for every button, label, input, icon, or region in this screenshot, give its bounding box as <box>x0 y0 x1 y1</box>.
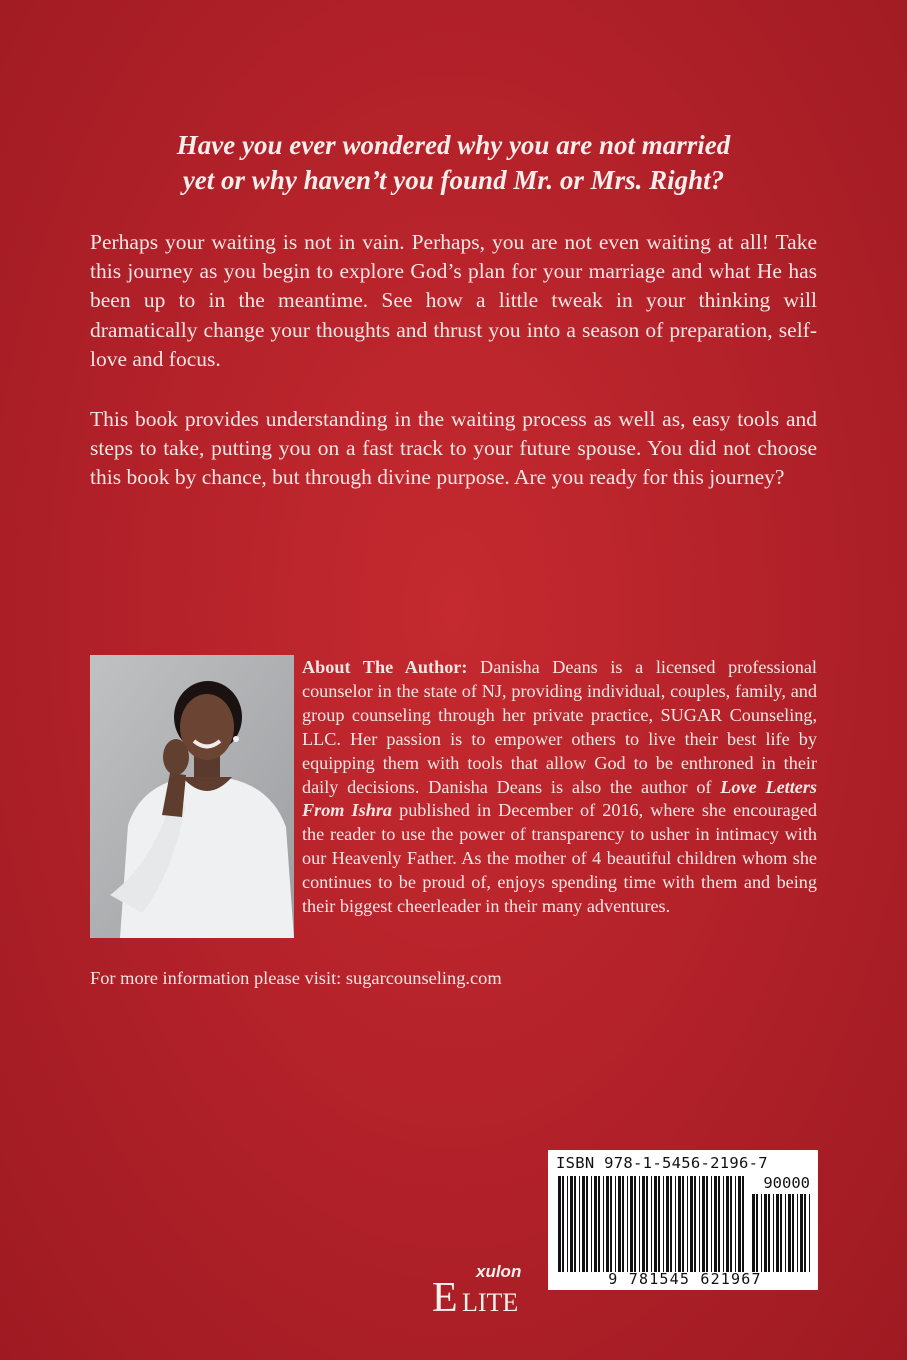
barcode-bar <box>666 1176 669 1272</box>
barcode-bar <box>658 1176 660 1272</box>
barcode-bar <box>773 1194 774 1272</box>
barcode-bar <box>756 1194 758 1272</box>
isbn-digits: 9 781545 621967 <box>608 1270 762 1288</box>
barcode-bar <box>726 1176 729 1272</box>
barcode-bar <box>682 1176 684 1272</box>
barcode-bar <box>630 1176 633 1272</box>
author-bio-lead: About The Author: <box>302 657 468 677</box>
author-book-title: Love Letters From Ishra <box>302 776 817 821</box>
barcode-bar <box>634 1176 636 1272</box>
barcode-bar <box>800 1194 803 1272</box>
barcode-bar <box>718 1176 720 1272</box>
author-bio-part-1: Danisha Deans is a licensed professional counselor in the state of NJ, providing individual, couples, family, and group counseling through her private practice, SUGAR Counseling, LLC. Her passion is to empower others to live their best life by equipping them with tools that allow God to be enthroned in their daily decisions. Danisha Deans is also the author of <box>302 657 817 797</box>
barcode-bar <box>622 1176 624 1272</box>
barcode-bar <box>785 1194 786 1272</box>
barcode-bar <box>558 1176 561 1272</box>
barcode-bar <box>742 1176 744 1272</box>
barcode-bar <box>690 1176 693 1272</box>
price-code: 90000 <box>763 1174 810 1192</box>
barcode-bar <box>675 1176 676 1272</box>
barcode-bar <box>764 1194 767 1272</box>
barcode-bars <box>548 1150 818 1290</box>
barcode-bar <box>582 1176 585 1272</box>
barcode-bar <box>627 1176 628 1272</box>
barcode-bar <box>809 1194 810 1272</box>
barcode-bar <box>670 1176 672 1272</box>
barcode-bar <box>723 1176 724 1272</box>
barcode-bar <box>610 1176 612 1272</box>
barcode-bar <box>651 1176 652 1272</box>
barcode-bar <box>603 1176 604 1272</box>
barcode-bar <box>663 1176 664 1272</box>
author-portrait-illustration <box>90 655 294 938</box>
barcode-bar <box>735 1176 736 1272</box>
barcode-bar <box>780 1194 782 1272</box>
barcode-bar <box>730 1176 732 1272</box>
barcode-bar <box>639 1176 640 1272</box>
barcode-bar <box>699 1176 700 1272</box>
barcode-bar <box>797 1194 798 1272</box>
barcode-bar <box>714 1176 717 1272</box>
description-paragraph-1: Perhaps your waiting is not in vain. Perhaps, you are not even waiting at all! Take this journey as you begin to explore God’s plan for your marriage and what He has been up to in the meantime. See how a little tweak in your thinking will dramatically change your thoughts and thrust you into a season of preparation, self-love and focus. <box>90 230 817 371</box>
barcode-bar <box>768 1194 770 1272</box>
svg-text:LITE: LITE <box>462 1288 519 1315</box>
author-photo <box>90 655 294 938</box>
author-bio <box>302 656 817 919</box>
headline-line-2: yet or why haven’t you found Mr. or Mrs. Right? <box>182 165 725 195</box>
publisher-logo <box>432 1255 544 1315</box>
barcode-bar <box>761 1194 762 1272</box>
svg-text:xulon: xulon <box>476 1262 522 1281</box>
barcode-bar <box>579 1176 580 1272</box>
barcode-bar <box>615 1176 616 1272</box>
barcode-bar <box>752 1194 755 1272</box>
barcode-bar <box>642 1176 645 1272</box>
barcode-bar <box>598 1176 600 1272</box>
isbn-barcode <box>548 1150 818 1290</box>
barcode-bar <box>574 1176 576 1272</box>
barcode-bar <box>570 1176 573 1272</box>
description-paragraph-2: This book provides understanding in the waiting process as well as, easy tools and steps to take, putting you on a fast track to your future spouse. You did not choose this book by chance, but through divine purpose. Are you ready for this journey? <box>90 407 817 490</box>
barcode-bar <box>606 1176 609 1272</box>
author-bio-part-2: published in December of 2016, where she encouraged the reader to use the power of transparency to usher in intimacy with our Heavenly Father. As the mother of 4 beautiful children whom she continues to be proud of, enjoys spending time with them and being their biggest cheerleader in their many adventures. <box>302 800 817 917</box>
barcode-bar <box>586 1176 588 1272</box>
barcode-bar <box>788 1194 791 1272</box>
barcode-bar <box>654 1176 657 1272</box>
headline <box>90 128 817 198</box>
barcode-bar <box>706 1176 708 1272</box>
xulon-elite-logo <box>432 1255 544 1315</box>
barcode-bar <box>702 1176 705 1272</box>
barcode-bar <box>792 1194 794 1272</box>
svg-text:E: E <box>432 1275 458 1315</box>
barcode-bar <box>776 1194 779 1272</box>
barcode-bar <box>594 1176 597 1272</box>
isbn-label: ISBN 978-1-5456-2196-7 <box>556 1154 768 1172</box>
barcode-bar <box>591 1176 592 1272</box>
barcode-bar <box>738 1176 741 1272</box>
barcode-bar <box>804 1194 806 1272</box>
barcode-bar <box>711 1176 712 1272</box>
more-info-link-text: For more information please visit: sugarcounseling.com <box>90 968 502 988</box>
barcode-bar <box>567 1176 568 1272</box>
barcode-bar <box>694 1176 696 1272</box>
barcode-bar <box>618 1176 621 1272</box>
barcode-bar <box>562 1176 564 1272</box>
headline-line-1: Have you ever wondered why you are not married <box>176 130 731 160</box>
barcode-bar <box>646 1176 648 1272</box>
barcode-bar <box>678 1176 681 1272</box>
barcode-bar <box>687 1176 688 1272</box>
